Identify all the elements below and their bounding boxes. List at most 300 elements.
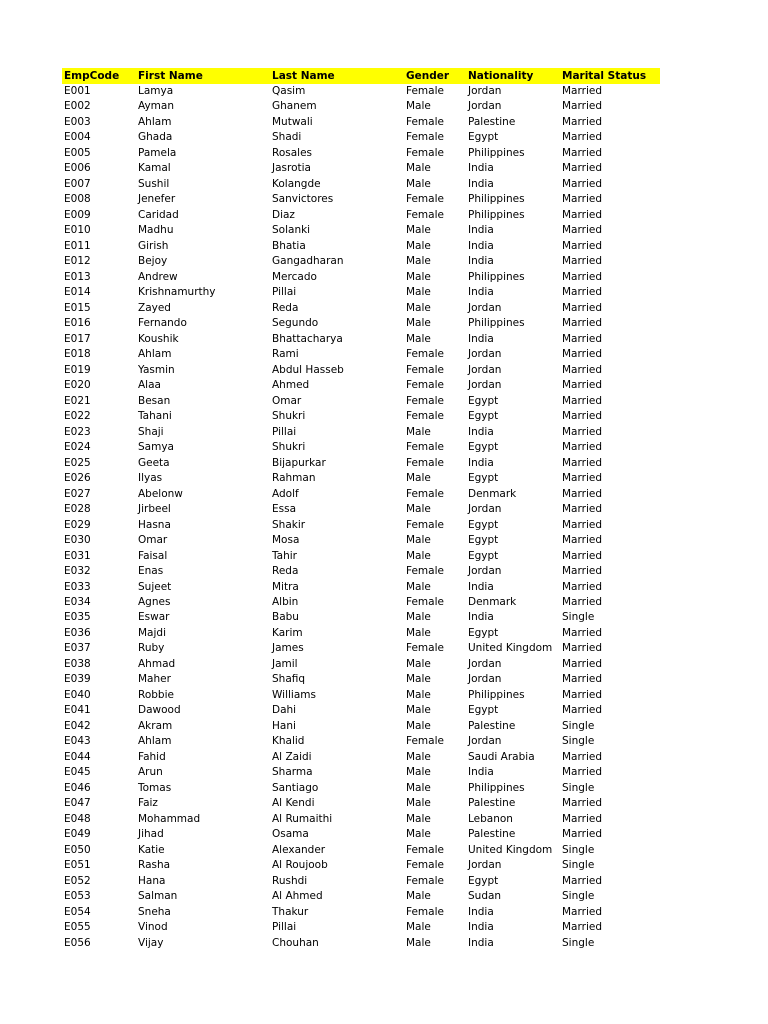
gender-cell: Female: [406, 595, 444, 608]
gender-cell: Male: [406, 270, 431, 283]
gender-cell: Male: [406, 100, 431, 113]
last-name-cell: Al Rumaithi: [272, 812, 333, 825]
nationality-cell: India: [468, 456, 494, 469]
first-name-cell: Maher: [138, 673, 171, 686]
marital-status-cell: Married: [562, 394, 602, 407]
nationality-cell: Jordan: [468, 673, 502, 686]
marital-status-cell: Married: [562, 487, 602, 500]
first-name-cell: Faisal: [138, 549, 168, 562]
last-name-cell: Karim: [272, 626, 303, 639]
marital-status-cell: Married: [562, 750, 602, 763]
gender-cell: Male: [406, 688, 431, 701]
table-row: [62, 99, 660, 114]
last-name-cell: Al Ahmed: [272, 890, 323, 903]
last-name-cell: Chouhan: [272, 936, 319, 949]
marital-status-cell: Married: [562, 565, 602, 578]
gender-cell: Female: [406, 394, 444, 407]
table-row: [62, 796, 660, 811]
employee-table: [62, 68, 660, 951]
gender-cell: Male: [406, 750, 431, 763]
table-row: [62, 363, 660, 378]
emp-code-cell: E025: [64, 456, 91, 469]
nationality-cell: Jordan: [468, 859, 502, 872]
first-name-cell: Ahlam: [138, 735, 172, 748]
first-name-cell: Jirbeel: [138, 503, 171, 516]
gender-cell: Female: [406, 85, 444, 97]
first-name-cell: Caridad: [138, 208, 179, 221]
nationality-cell: Philippines: [468, 688, 525, 701]
first-name-cell: Eswar: [138, 611, 170, 624]
first-name-cell: Tomas: [138, 781, 172, 794]
gender-cell: Female: [406, 208, 444, 221]
nationality-cell: India: [468, 936, 494, 949]
nationality-cell: Philippines: [468, 317, 525, 330]
header-last-name: Last Name: [272, 70, 335, 82]
gender-cell: Male: [406, 719, 431, 732]
table-row: [62, 270, 660, 285]
first-name-cell: Robbie: [138, 688, 174, 701]
emp-code-cell: E040: [64, 688, 91, 701]
gender-cell: Female: [406, 348, 444, 361]
first-name-cell: Sujeet: [138, 580, 172, 593]
nationality-cell: Egypt: [468, 441, 499, 454]
last-name-cell: Al Roujoob: [272, 859, 328, 872]
first-name-cell: Tahani: [138, 410, 172, 423]
nationality-cell: India: [468, 332, 494, 345]
first-name-cell: Omar: [138, 534, 168, 547]
nationality-cell: Jordan: [468, 379, 502, 392]
last-name-cell: Dahi: [272, 704, 297, 717]
last-name-cell: Sharma: [272, 766, 313, 779]
last-name-cell: Ahmed: [272, 379, 310, 392]
table-row: [62, 812, 660, 827]
first-name-cell: Mohammad: [138, 812, 201, 825]
nationality-cell: Jordan: [468, 363, 502, 376]
emp-code-cell: E014: [64, 286, 91, 299]
marital-status-cell: Married: [562, 255, 602, 268]
first-name-cell: Ilyas: [138, 472, 163, 485]
header-row: [62, 68, 660, 84]
first-name-cell: Zayed: [138, 301, 171, 314]
emp-code-cell: E015: [64, 301, 91, 314]
table-row: [62, 858, 660, 873]
first-name-cell: Faiz: [138, 797, 158, 810]
last-name-cell: Jamil: [272, 657, 298, 670]
emp-code-cell: E030: [64, 534, 91, 547]
marital-status-cell: Married: [562, 812, 602, 825]
nationality-cell: Sudan: [468, 890, 502, 903]
marital-status-cell: Married: [562, 673, 602, 686]
marital-status-cell: Married: [562, 239, 602, 252]
nationality-cell: Jordan: [468, 565, 502, 578]
gender-cell: Female: [406, 441, 444, 454]
table-row: [62, 409, 660, 424]
nationality-cell: Palestine: [468, 719, 516, 732]
emp-code-cell: E033: [64, 580, 91, 593]
marital-status-cell: Single: [562, 611, 595, 624]
table-row: [62, 595, 660, 610]
gender-cell: Female: [406, 843, 444, 856]
emp-code-cell: E046: [64, 781, 91, 794]
marital-status-cell: Married: [562, 766, 602, 779]
table-row: [62, 316, 660, 331]
emp-code-cell: E037: [64, 642, 91, 655]
emp-code-cell: E011: [64, 239, 91, 252]
table-row: [62, 827, 660, 842]
first-name-cell: Lamya: [138, 85, 174, 97]
table-row: [62, 254, 660, 269]
last-name-cell: Shukri: [272, 441, 306, 454]
marital-status-cell: Married: [562, 332, 602, 345]
first-name-cell: Kamal: [138, 162, 171, 175]
first-name-cell: Alaa: [138, 379, 161, 392]
emp-code-cell: E023: [64, 425, 91, 438]
last-name-cell: Qasim: [272, 85, 306, 97]
marital-status-cell: Married: [562, 317, 602, 330]
gender-cell: Male: [406, 239, 431, 252]
nationality-cell: India: [468, 905, 494, 918]
gender-cell: Male: [406, 177, 431, 190]
gender-cell: Male: [406, 255, 431, 268]
gender-cell: Male: [406, 425, 431, 438]
last-name-cell: Shakir: [272, 518, 306, 531]
emp-code-cell: E051: [64, 859, 91, 872]
marital-status-cell: Married: [562, 363, 602, 376]
emp-code-cell: E026: [64, 472, 91, 485]
marital-status-cell: Married: [562, 626, 602, 639]
marital-status-cell: Married: [562, 162, 602, 175]
table-row: [62, 239, 660, 254]
nationality-cell: Philippines: [468, 208, 525, 221]
gender-cell: Male: [406, 657, 431, 670]
marital-status-cell: Married: [562, 642, 602, 655]
last-name-cell: Solanki: [272, 224, 311, 237]
first-name-cell: Ayman: [138, 100, 175, 113]
last-name-cell: Alexander: [272, 843, 326, 856]
table-row: [62, 889, 660, 904]
emp-code-cell: E043: [64, 735, 91, 748]
marital-status-cell: Married: [562, 208, 602, 221]
nationality-cell: United Kingdom: [468, 843, 553, 856]
marital-status-cell: Single: [562, 859, 595, 872]
table-row: [62, 115, 660, 130]
nationality-cell: India: [468, 425, 494, 438]
last-name-cell: Rushdi: [272, 874, 308, 887]
marital-status-cell: Married: [562, 595, 602, 608]
marital-status-cell: Married: [562, 441, 602, 454]
emp-code-cell: E056: [64, 936, 91, 949]
nationality-cell: Philippines: [468, 781, 525, 794]
table-row: [62, 518, 660, 533]
emp-code-cell: E053: [64, 890, 91, 903]
marital-status-cell: Married: [562, 503, 602, 516]
last-name-cell: Rahman: [272, 472, 316, 485]
last-name-cell: Bhatia: [272, 239, 306, 252]
nationality-cell: Egypt: [468, 131, 499, 144]
table-row: [62, 874, 660, 889]
marital-status-cell: Married: [562, 286, 602, 299]
gender-cell: Female: [406, 193, 444, 206]
nationality-cell: India: [468, 239, 494, 252]
marital-status-cell: Married: [562, 549, 602, 562]
marital-status-cell: Single: [562, 719, 595, 732]
first-name-cell: Abelonw: [138, 487, 183, 500]
emp-code-cell: E055: [64, 921, 91, 934]
last-name-cell: Osama: [272, 828, 309, 841]
emp-code-cell: E007: [64, 177, 91, 190]
last-name-cell: Mitra: [272, 580, 299, 593]
emp-code-cell: E006: [64, 162, 91, 175]
header-nationality: Nationality: [468, 70, 534, 82]
last-name-cell: Mercado: [272, 270, 317, 283]
emp-code-cell: E019: [64, 363, 91, 376]
table-header: [62, 68, 660, 84]
marital-status-cell: Married: [562, 100, 602, 113]
first-name-cell: Ruby: [138, 642, 165, 655]
nationality-cell: United Kingdom: [468, 642, 553, 655]
gender-cell: Male: [406, 766, 431, 779]
marital-status-cell: Married: [562, 193, 602, 206]
gender-cell: Male: [406, 936, 431, 949]
gender-cell: Male: [406, 828, 431, 841]
emp-code-cell: E001: [64, 85, 91, 97]
marital-status-cell: Married: [562, 456, 602, 469]
emp-code-cell: E022: [64, 410, 91, 423]
last-name-cell: Mutwali: [272, 115, 313, 128]
nationality-cell: Jordan: [468, 85, 502, 97]
emp-code-cell: E016: [64, 317, 91, 330]
first-name-cell: Fahid: [138, 750, 166, 763]
nationality-cell: Jordan: [468, 100, 502, 113]
marital-status-cell: Single: [562, 781, 595, 794]
marital-status-cell: Married: [562, 828, 602, 841]
gender-cell: Male: [406, 921, 431, 934]
first-name-cell: Shaji: [138, 425, 164, 438]
table-row: [62, 610, 660, 625]
last-name-cell: Diaz: [272, 208, 295, 221]
marital-status-cell: Married: [562, 410, 602, 423]
first-name-cell: Girish: [138, 239, 169, 252]
emp-code-cell: E036: [64, 626, 91, 639]
nationality-cell: Egypt: [468, 874, 499, 887]
emp-code-cell: E028: [64, 503, 91, 516]
table-row: [62, 394, 660, 409]
emp-code-cell: E012: [64, 255, 91, 268]
marital-status-cell: Single: [562, 890, 595, 903]
last-name-cell: Essa: [272, 503, 297, 516]
nationality-cell: India: [468, 580, 494, 593]
table-row: [62, 626, 660, 641]
table-row: [62, 580, 660, 595]
table-row: [62, 177, 660, 192]
gender-cell: Male: [406, 332, 431, 345]
emp-code-cell: E029: [64, 518, 91, 531]
emp-code-cell: E009: [64, 208, 91, 221]
gender-cell: Male: [406, 224, 431, 237]
marital-status-cell: Married: [562, 921, 602, 934]
first-name-cell: Enas: [138, 565, 164, 578]
marital-status-cell: Married: [562, 301, 602, 314]
table-row: [62, 301, 660, 316]
last-name-cell: Albin: [272, 595, 299, 608]
last-name-cell: Rosales: [272, 146, 313, 159]
table-row: [62, 223, 660, 238]
emp-code-cell: E044: [64, 750, 91, 763]
last-name-cell: Williams: [272, 688, 316, 701]
last-name-cell: Santiago: [272, 781, 319, 794]
last-name-cell: Mosa: [272, 534, 300, 547]
first-name-cell: Bejoy: [138, 255, 168, 268]
emp-code-cell: E018: [64, 348, 91, 361]
marital-status-cell: Married: [562, 905, 602, 918]
emp-code-cell: E021: [64, 394, 91, 407]
nationality-cell: India: [468, 255, 494, 268]
last-name-cell: Shukri: [272, 410, 306, 423]
emp-code-cell: E047: [64, 797, 91, 810]
gender-cell: Male: [406, 611, 431, 624]
header-gender: Gender: [406, 70, 450, 82]
emp-code-cell: E052: [64, 874, 91, 887]
emp-code-cell: E049: [64, 828, 91, 841]
last-name-cell: Reda: [272, 301, 299, 314]
gender-cell: Male: [406, 301, 431, 314]
emp-code-cell: E004: [64, 131, 91, 144]
last-name-cell: Babu: [272, 611, 299, 624]
first-name-cell: Ghada: [138, 131, 173, 144]
first-name-cell: Rasha: [138, 859, 171, 872]
emp-code-cell: E020: [64, 379, 91, 392]
gender-cell: Female: [406, 859, 444, 872]
nationality-cell: Philippines: [468, 270, 525, 283]
table-row: [62, 734, 660, 749]
nationality-cell: Egypt: [468, 410, 499, 423]
nationality-cell: Denmark: [468, 595, 517, 608]
last-name-cell: Jasrotia: [272, 162, 311, 175]
nationality-cell: Egypt: [468, 518, 499, 531]
first-name-cell: Ahlam: [138, 115, 172, 128]
table-row: [62, 657, 660, 672]
emp-code-cell: E045: [64, 766, 91, 779]
marital-status-cell: Married: [562, 704, 602, 717]
first-name-cell: Majdi: [138, 626, 166, 639]
gender-cell: Female: [406, 410, 444, 423]
last-name-cell: Pillai: [272, 921, 297, 934]
nationality-cell: India: [468, 286, 494, 299]
table-row: [62, 378, 660, 393]
table-body: [62, 84, 660, 951]
first-name-cell: Pamela: [138, 146, 177, 159]
nationality-cell: India: [468, 177, 494, 190]
table-row: [62, 920, 660, 935]
table-row: [62, 332, 660, 347]
table-row: [62, 564, 660, 579]
table-row: [62, 161, 660, 176]
first-name-cell: Hasna: [138, 518, 171, 531]
nationality-cell: Egypt: [468, 534, 499, 547]
nationality-cell: India: [468, 766, 494, 779]
marital-status-cell: Married: [562, 85, 602, 97]
emp-code-cell: E034: [64, 595, 91, 608]
last-name-cell: Bijapurkar: [272, 456, 326, 469]
gender-cell: Male: [406, 286, 431, 299]
nationality-cell: Palestine: [468, 797, 516, 810]
table-row: [62, 936, 660, 951]
emp-code-cell: E038: [64, 657, 91, 670]
emp-code-cell: E032: [64, 565, 91, 578]
emp-code-cell: E008: [64, 193, 91, 206]
gender-cell: Female: [406, 735, 444, 748]
last-name-cell: Adolf: [272, 487, 299, 500]
marital-status-cell: Married: [562, 874, 602, 887]
table-row: [62, 719, 660, 734]
gender-cell: Male: [406, 704, 431, 717]
gender-cell: Male: [406, 797, 431, 810]
last-name-cell: Al Kendi: [272, 797, 315, 810]
gender-cell: Male: [406, 549, 431, 562]
gender-cell: Female: [406, 487, 444, 500]
nationality-cell: Jordan: [468, 657, 502, 670]
nationality-cell: Egypt: [468, 472, 499, 485]
first-name-cell: Ahlam: [138, 348, 172, 361]
marital-status-cell: Married: [562, 580, 602, 593]
first-name-cell: Andrew: [138, 270, 178, 283]
marital-status-cell: Married: [562, 657, 602, 670]
first-name-cell: Vijay: [138, 936, 164, 949]
header-marital-status: Marital Status: [562, 70, 647, 82]
gender-cell: Male: [406, 317, 431, 330]
marital-status-cell: Married: [562, 472, 602, 485]
marital-status-cell: Married: [562, 224, 602, 237]
marital-status-cell: Married: [562, 115, 602, 128]
last-name-cell: Bhattacharya: [272, 332, 343, 345]
last-name-cell: Kolangde: [272, 177, 321, 190]
marital-status-cell: Married: [562, 177, 602, 190]
gender-cell: Female: [406, 146, 444, 159]
nationality-cell: Palestine: [468, 828, 516, 841]
table-row: [62, 672, 660, 687]
nationality-cell: Jordan: [468, 735, 502, 748]
nationality-cell: India: [468, 224, 494, 237]
table-row: [62, 285, 660, 300]
gender-cell: Female: [406, 456, 444, 469]
marital-status-cell: Married: [562, 688, 602, 701]
table-row: [62, 456, 660, 471]
table-row: [62, 487, 660, 502]
marital-status-cell: Single: [562, 843, 595, 856]
first-name-cell: Samya: [138, 441, 174, 454]
gender-cell: Male: [406, 472, 431, 485]
gender-cell: Male: [406, 534, 431, 547]
gender-cell: Female: [406, 363, 444, 376]
nationality-cell: Denmark: [468, 487, 517, 500]
nationality-cell: Egypt: [468, 626, 499, 639]
gender-cell: Male: [406, 781, 431, 794]
table-row: [62, 703, 660, 718]
first-name-cell: Salman: [138, 890, 178, 903]
last-name-cell: Hani: [272, 719, 296, 732]
last-name-cell: Ghanem: [272, 100, 317, 113]
last-name-cell: Shafiq: [272, 673, 306, 686]
last-name-cell: Khalid: [272, 735, 305, 748]
first-name-cell: Madhu: [138, 224, 174, 237]
nationality-cell: Jordan: [468, 348, 502, 361]
emp-code-cell: E048: [64, 812, 91, 825]
last-name-cell: Omar: [272, 394, 302, 407]
first-name-cell: Geeta: [138, 456, 170, 469]
emp-code-cell: E054: [64, 905, 91, 918]
nationality-cell: India: [468, 611, 494, 624]
first-name-cell: Yasmin: [138, 363, 175, 376]
